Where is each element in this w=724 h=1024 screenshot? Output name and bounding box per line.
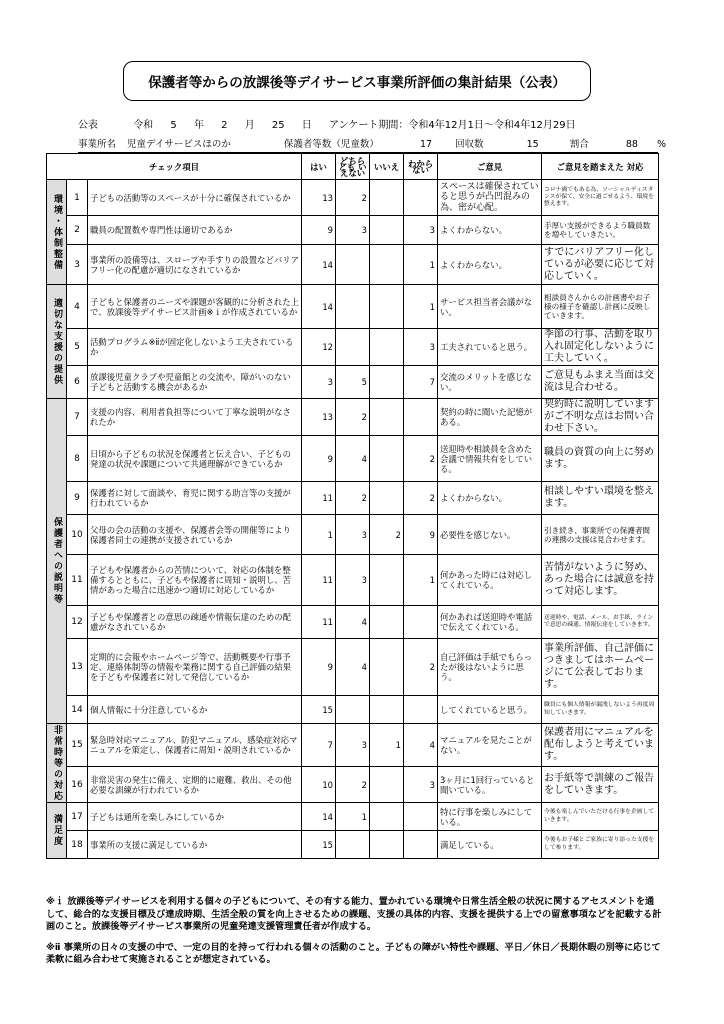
count-no (370, 639, 404, 696)
count-yes: 13 (302, 180, 336, 216)
category-label: 満足度 (52, 814, 62, 847)
table-row (47, 606, 659, 639)
kohyo-label: 公表 (78, 120, 98, 131)
check-item-text: 子どもと保護者のニーズや課題が客観的に分析された上で、放課後等デイサービス計画※ｉが作成されているか (88, 285, 302, 329)
count-no (370, 831, 404, 859)
count-yes: 13 (302, 399, 336, 436)
response-text: 相談しやすい環境を整えます。 (542, 482, 659, 515)
table-row (47, 366, 659, 399)
category-label: 環境・体制整備 (52, 193, 62, 271)
table-row (47, 831, 659, 859)
count-neither (336, 696, 370, 724)
table-row (47, 639, 659, 696)
check-item-text: 個人情報に十分注意しているか (88, 696, 302, 724)
date-day: 25 (271, 120, 285, 131)
count-no (370, 436, 404, 482)
evaluation-table (46, 153, 659, 859)
response-text: 今後もお子様とご家族に寄り添った支援をして参ります。 (542, 831, 659, 859)
header-yes: はい (302, 154, 336, 180)
table-row (47, 515, 659, 555)
table-row (47, 555, 659, 606)
table-row (47, 245, 659, 285)
table-row (47, 399, 659, 436)
count-neither: 3 (336, 724, 370, 767)
office-label: 事業所名 (78, 139, 117, 150)
row-number: 5 (67, 329, 88, 366)
table-row (47, 803, 659, 831)
table-row (47, 216, 659, 245)
count-neither: 2 (336, 767, 370, 803)
count-yes: 9 (302, 216, 336, 245)
check-item-text: 子どもや保護者との意思の疎通や情報伝達のための配慮がなされているか (88, 606, 302, 639)
count-no: 1 (370, 724, 404, 767)
count-yes: 14 (302, 245, 336, 285)
ratio-value: 88 (625, 139, 638, 150)
count-unknown: 9 (404, 515, 438, 555)
office-info (78, 136, 666, 153)
check-item-text: 子どもの活動等のスペースが十分に確保されているか (88, 180, 302, 216)
count-no (370, 366, 404, 399)
category-label: 適切な支援の提供 (52, 297, 62, 386)
header-neither: どちらとも いえない (336, 154, 370, 180)
guardian-count-label: 保護者等数（児童数） (283, 139, 379, 150)
check-item-text: 定期的に会報やホームページ等で、活動概要や行事予定、連絡体制等の情報や業務に関する自己評価の結果を子どもや保護者に対して発信しているか (88, 639, 302, 696)
opinion-text: 満足している。 (438, 831, 542, 859)
count-no (370, 767, 404, 803)
count-yes: 9 (302, 639, 336, 696)
count-unknown: 7 (404, 366, 438, 399)
row-number: 1 (67, 180, 88, 216)
category-cell (47, 724, 67, 803)
count-unknown (404, 399, 438, 436)
check-item-text: 支援の内容、利用者負担等について丁寧な説明がなされたか (88, 399, 302, 436)
count-neither (336, 245, 370, 285)
row-number: 14 (67, 696, 88, 724)
response-text: お手紙等で訓練のご報告をしていきます。 (542, 767, 659, 803)
collected-label: 回収数 (455, 139, 484, 150)
count-no (370, 482, 404, 515)
count-unknown: 2 (404, 639, 438, 696)
count-neither: 2 (336, 399, 370, 436)
footnote-1: ※ｉ 放課後等デイサービスを利用する個々の子どもについて、その有する能力、置かれている環境や日常生活全般の状況に関するアセスメントを通して、総合的な支援目標及び達成時期、生活全般の質を向上させるための課題、支援の具体的内容、支援を提供する上での留意事項などを記載する計画のこと。放課後等デイサービス事業所の児童発達支援管理責任者が作成する。 (46, 896, 662, 932)
count-yes: 11 (302, 606, 336, 639)
response-text: ご意見もふまえ当面は交流は見合わせる。 (542, 366, 659, 399)
response-text: 季節の行事、活動を取り入れ固定化しないように工夫していく。 (542, 329, 659, 366)
count-yes: 14 (302, 285, 336, 329)
row-number: 17 (67, 803, 88, 831)
table-row (47, 436, 659, 482)
opinion-text: スペースは確保されていると思うが凸凹混みの為、密が心配。 (438, 180, 542, 216)
check-item-text: 子どもは通所を楽しみにしているか (88, 803, 302, 831)
response-text: 送迎時や、電話、メール、お手紙、ラインで意思の疎通、情報伝達をしていきます。 (542, 606, 659, 639)
response-text: 事業所評価、自己評価につきましてはホームページにて公表しております。 (542, 639, 659, 696)
category-cell (47, 399, 67, 724)
count-unknown: 2 (404, 436, 438, 482)
count-neither: 4 (336, 606, 370, 639)
row-number: 16 (67, 767, 88, 803)
count-neither: 1 (336, 803, 370, 831)
count-unknown: 1 (404, 285, 438, 329)
count-unknown: 3 (404, 767, 438, 803)
opinion-text: 特に行事を楽しみにしている。 (438, 803, 542, 831)
count-neither: 4 (336, 639, 370, 696)
date-month: 2 (221, 120, 228, 131)
response-text: コロナ禍でもある為、ソーシャルディスタンスが保て、安全に過ごせるよう、環境を整えます。 (542, 180, 659, 216)
category-cell (47, 803, 67, 859)
check-item-text: 父母の会の活動の支援や、保護者会等の開催等により保護者同士の連携が支援されているか (88, 515, 302, 555)
count-neither: 5 (336, 366, 370, 399)
count-neither (336, 831, 370, 859)
category-label: 非常時等の対応 (52, 724, 62, 802)
count-no: 2 (370, 515, 404, 555)
month-unit: 月 (244, 120, 255, 131)
guardian-count: 17 (419, 139, 433, 150)
row-number: 7 (67, 399, 88, 436)
opinion-text: サービス担当者会議がない。 (438, 285, 542, 329)
opinion-text: よくわからない。 (438, 482, 542, 515)
row-number: 12 (67, 606, 88, 639)
date-year: 5 (170, 120, 177, 131)
count-unknown (404, 696, 438, 724)
count-no (370, 329, 404, 366)
response-text: 保護者用にマニュアルを配布しようと考えています。 (542, 724, 659, 767)
opinion-text: 何かあれば送迎時や電話で伝えてくれている。 (438, 606, 542, 639)
publication-info (78, 116, 590, 131)
opinion-text: 自己評価は手紙でもらったが後はないように思う。 (438, 639, 542, 696)
opinion-text: 必要性を感じない。 (438, 515, 542, 555)
opinion-text: 何かあった時には対応してくれている。 (438, 555, 542, 606)
opinion-text: 交流のメリットを感じない。 (438, 366, 542, 399)
check-item-text: 放課後児童クラブや児童館との交流や、障がいのない子どもと活動する機会があるか (88, 366, 302, 399)
count-neither (336, 329, 370, 366)
count-yes: 11 (302, 482, 336, 515)
header-no: いいえ (370, 154, 404, 180)
row-number: 15 (67, 724, 88, 767)
row-number: 9 (67, 482, 88, 515)
count-unknown: 4 (404, 724, 438, 767)
row-number: 10 (67, 515, 88, 555)
count-no (370, 399, 404, 436)
footnote-2: ※ⅱ 事業所の日々の支援の中で、一定の目的を持って行われる個々の活動のこと。子どもの障がい特性や課題、平日／休日／長期休暇の別等に応じて柔軟に組み合わせて実施されることが想定されている。 (46, 941, 661, 965)
count-unknown (404, 180, 438, 216)
count-unknown (404, 803, 438, 831)
check-item-text: 活動プログラム※ⅱが固定化しないよう工夫されているか (88, 329, 302, 366)
check-item-text: 事業所の設備等は、スロープや手すりの設置などバリアフリー化の配慮が適切になされているか (88, 245, 302, 285)
response-text: 相談員さんからの計画書やお子様の様子を確認し計画に反映していきます。 (542, 285, 659, 329)
count-unknown (404, 606, 438, 639)
count-neither: 2 (336, 482, 370, 515)
response-text: 手厚い支援ができるよう職員数を増やしていきたい。 (542, 216, 659, 245)
count-yes: 15 (302, 831, 336, 859)
table-row (47, 696, 659, 724)
count-no (370, 285, 404, 329)
opinion-text: 3ヶ月に1回行っていると聞いている。 (438, 767, 542, 803)
day-unit: 日 (301, 120, 312, 131)
year-unit: 年 (193, 120, 204, 131)
response-text: 職員にも個人情報が漏洩しないよう再度周知していきます。 (542, 696, 659, 724)
table-row (47, 724, 659, 767)
count-no (370, 216, 404, 245)
category-cell (47, 180, 67, 285)
opinion-text: マニュアルを見たことがない。 (438, 724, 542, 767)
count-yes: 1 (302, 515, 336, 555)
count-no (370, 803, 404, 831)
check-item-text: 事業所の支援に満足しているか (88, 831, 302, 859)
response-text: 職員の資質の向上に努めます。 (542, 436, 659, 482)
header-response: ご意見を踏まえた 対応 (542, 154, 659, 180)
count-neither (336, 285, 370, 329)
count-yes: 10 (302, 767, 336, 803)
response-text: 苦情がないように努め、あった場合には誠意を持って対応します。 (542, 555, 659, 606)
count-no (370, 606, 404, 639)
row-number: 18 (67, 831, 88, 859)
survey-period: アンケート期間：令和4年12月1日～令和4年12月29日 (328, 120, 576, 131)
table-row (47, 180, 659, 216)
category-label: 保護者への説明等 (52, 517, 62, 605)
check-item-text: 日頃から子どもの状況を保護者と伝え合い、子どもの発達の状況や課題について共通理解ができているか (88, 436, 302, 482)
opinion-text: 工夫されていると思う。 (438, 329, 542, 366)
count-yes: 11 (302, 555, 336, 606)
check-item-text: 職員の配置数や専門性は適切であるか (88, 216, 302, 245)
row-number: 2 (67, 216, 88, 245)
opinion-text: よくわからない。 (438, 216, 542, 245)
category-cell (47, 285, 67, 399)
count-yes: 7 (302, 724, 336, 767)
count-no (370, 180, 404, 216)
row-number: 8 (67, 436, 88, 482)
percent-sign: % (656, 139, 666, 150)
count-unknown: 2 (404, 482, 438, 515)
response-text: すでにバリアフリー化しているが必要に応じて対応していく。 (542, 245, 659, 285)
response-text: 今後も楽しんでいただける行事を企画していきます。 (542, 803, 659, 831)
row-number: 6 (67, 366, 88, 399)
row-number: 4 (67, 285, 88, 329)
check-item-text: 保護者に対して面談や、育児に関する助言等の支援が行われているか (88, 482, 302, 515)
check-item-text: 緊急時対応マニュアル、防犯マニュアル、感染症対応マニュアルを策定し、保護者に周知・説明されているか (88, 724, 302, 767)
response-text: 引き続き、事業所での保護者間の連携の支援は見合わせます。 (542, 515, 659, 555)
header-unknown: わからない (404, 154, 438, 180)
count-neither: 2 (336, 180, 370, 216)
header-opinion: ご意見 (438, 154, 542, 180)
count-yes: 15 (302, 696, 336, 724)
collected-count: 15 (526, 139, 539, 150)
check-item-text: 子どもや保護者からの苦情について、対応の体制を整備するとともに、子どもや保護者に周知・説明し、苦情があった場合に迅速かつ適切に対応しているか (88, 555, 302, 606)
footnotes (46, 896, 662, 975)
count-yes: 3 (302, 366, 336, 399)
office-name: 児童デイサービスほのか (127, 139, 231, 150)
response-text: 契約時に説明していますがご不明な点はお問い合わせ下さい。 (542, 399, 659, 436)
row-number: 3 (67, 245, 88, 285)
count-neither: 3 (336, 515, 370, 555)
ratio-label: 割合 (569, 139, 589, 150)
header-check-item: チェック項目 (47, 154, 302, 180)
count-neither: 3 (336, 555, 370, 606)
table-row (47, 329, 659, 366)
opinion-text: してくれていると思う。 (438, 696, 542, 724)
row-number: 13 (67, 639, 88, 696)
opinion-text: 契約の時に聞いた記憶がある。 (438, 399, 542, 436)
count-no (370, 696, 404, 724)
count-neither: 3 (336, 216, 370, 245)
row-number: 11 (67, 555, 88, 606)
count-yes: 14 (302, 803, 336, 831)
table-row (47, 285, 659, 329)
count-unknown (404, 831, 438, 859)
count-neither: 4 (336, 436, 370, 482)
table-header-row (47, 154, 659, 180)
date-era: 令和 (133, 120, 154, 131)
count-no (370, 245, 404, 285)
count-no (370, 555, 404, 606)
opinion-text: よくわからない。 (438, 245, 542, 285)
check-item-text: 非常災害の発生に備え、定期的に避難、救出、その他必要な訓練が行われているか (88, 767, 302, 803)
opinion-text: 送迎時や相談員を含めた会議で情報共有をしている。 (438, 436, 542, 482)
count-yes: 12 (302, 329, 336, 366)
count-unknown: 3 (404, 216, 438, 245)
table-row (47, 767, 659, 803)
count-unknown: 1 (404, 555, 438, 606)
count-unknown: 1 (404, 245, 438, 285)
count-yes: 9 (302, 436, 336, 482)
table-row (47, 482, 659, 515)
count-unknown: 3 (404, 329, 438, 366)
page-title: 保護者等からの放課後等デイサービス事業所評価の集計結果（公表） (123, 61, 591, 101)
